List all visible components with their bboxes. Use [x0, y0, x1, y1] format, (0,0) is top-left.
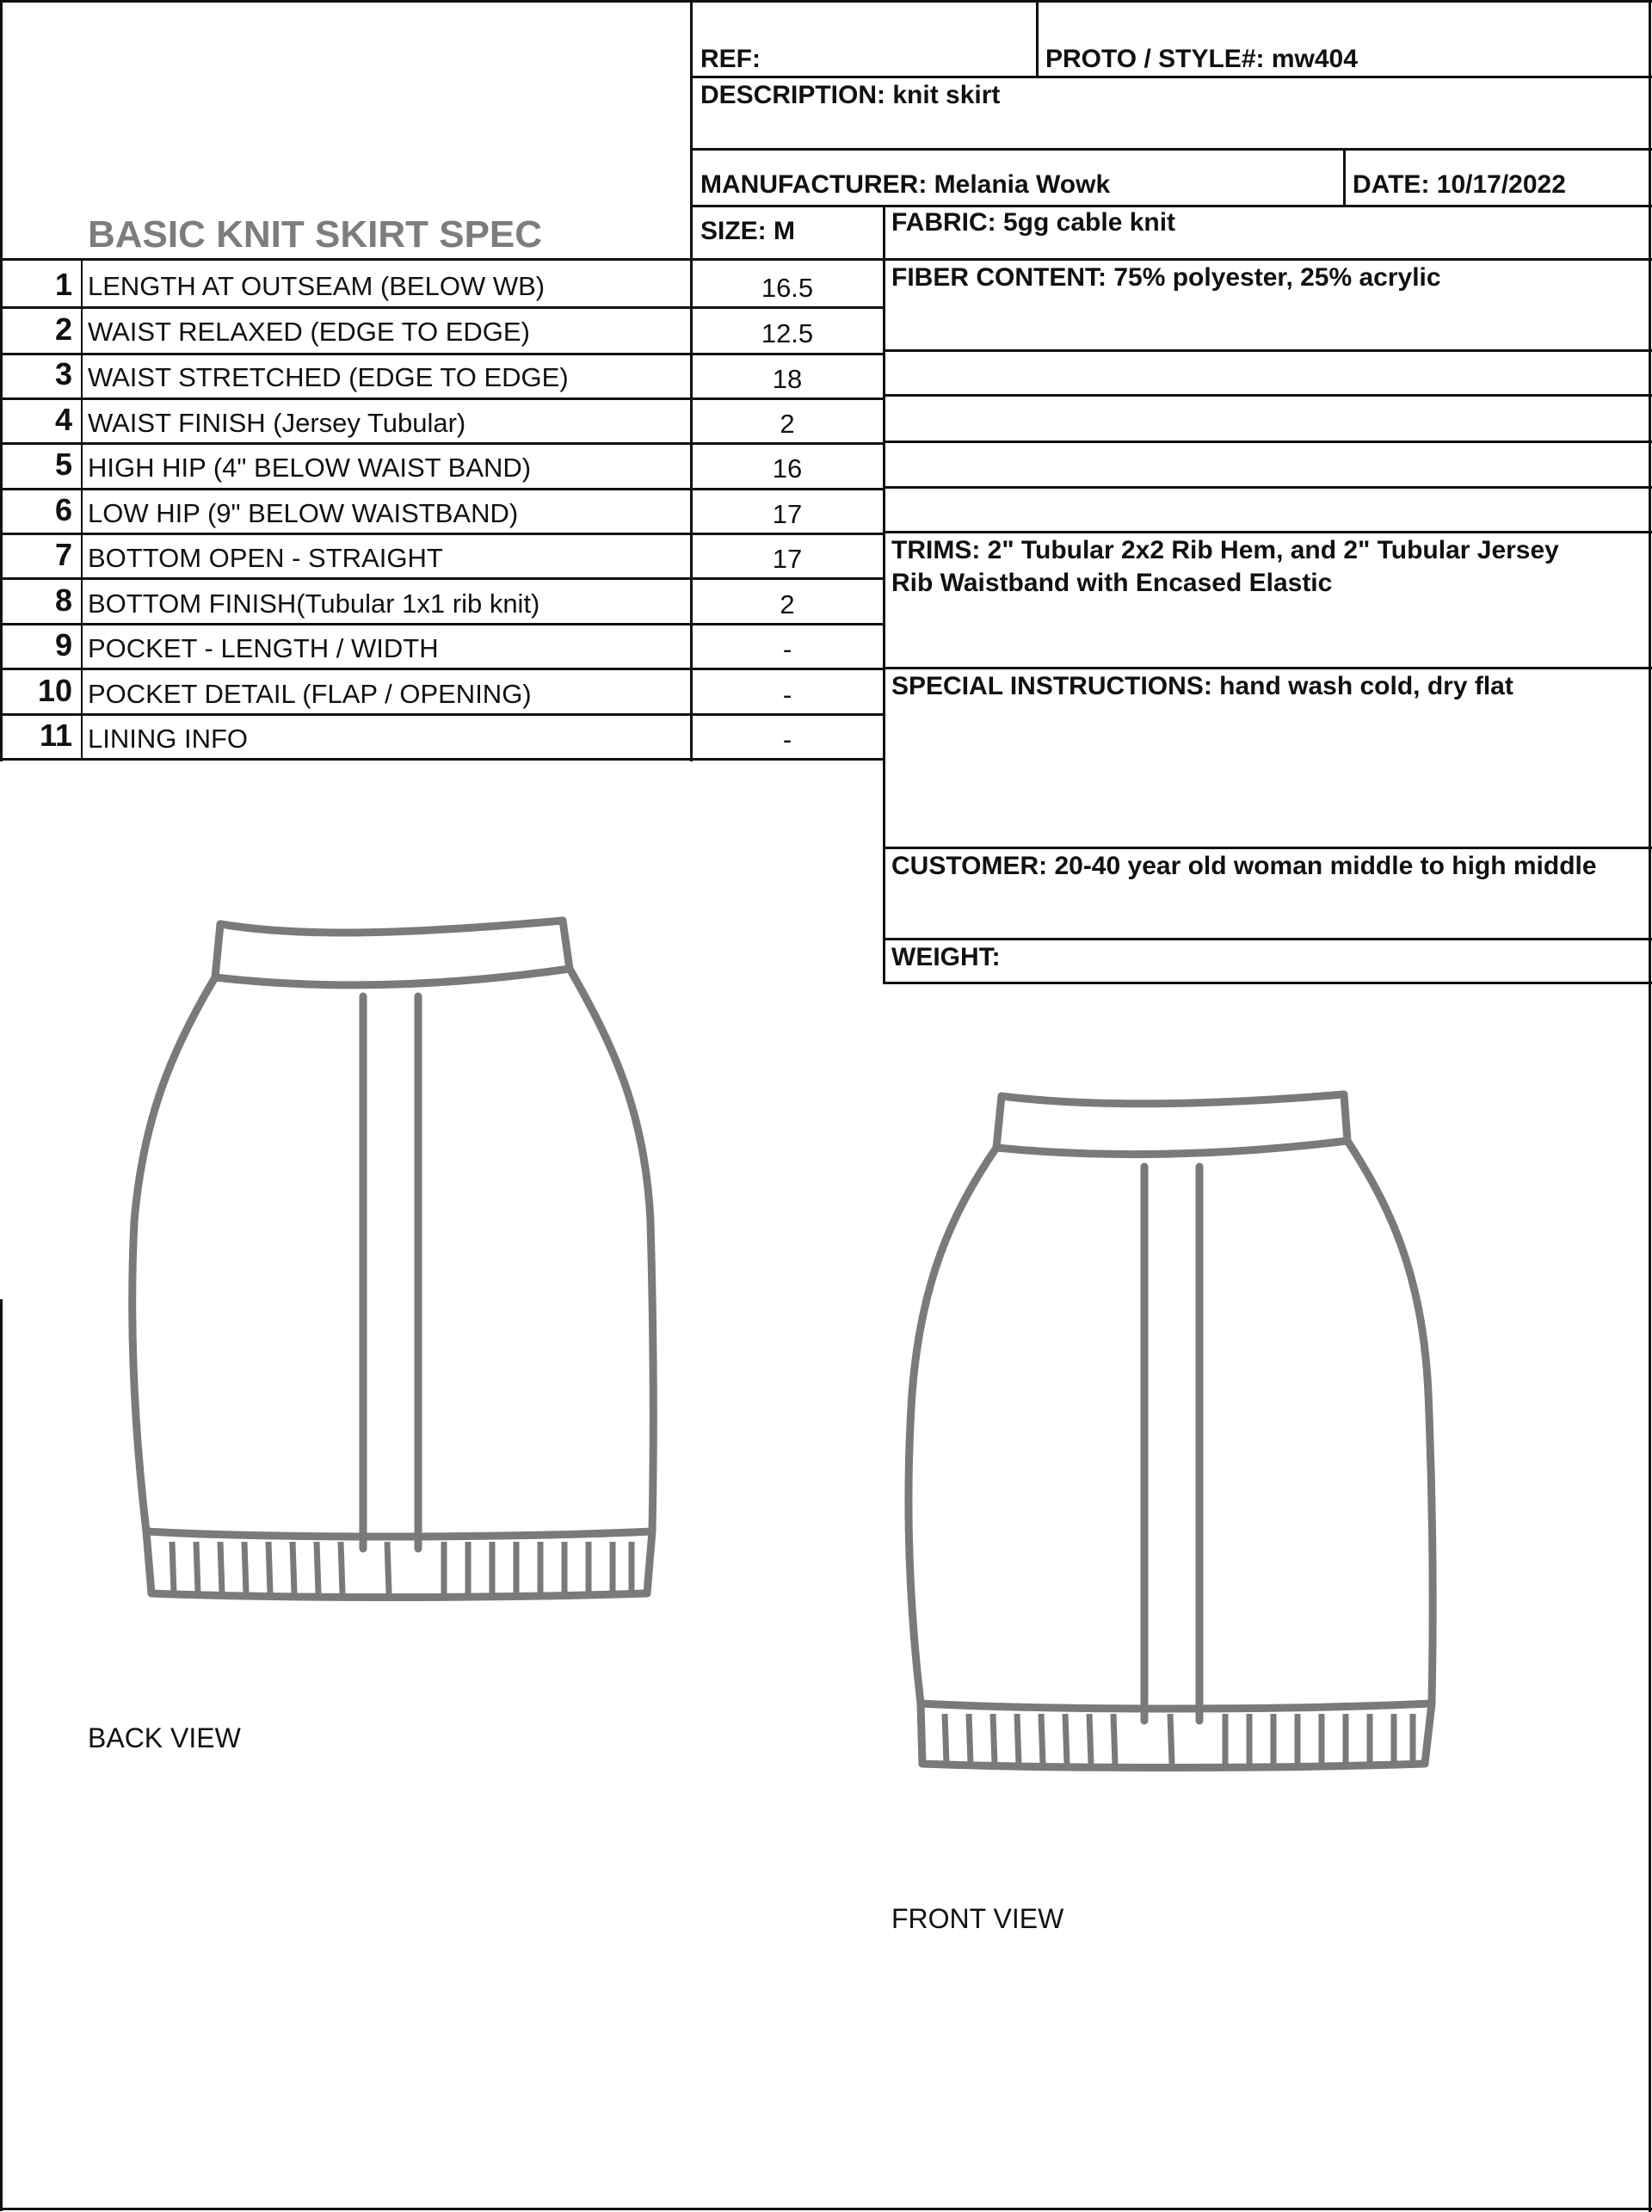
spec-rule-1	[0, 306, 885, 309]
spec-rule-7	[0, 577, 885, 580]
spec-col-num	[81, 260, 83, 759]
details-rule-fiber	[883, 349, 1652, 352]
header-rule-3	[690, 205, 1652, 207]
spec-row-value: 2	[780, 589, 795, 619]
spec-row-number: 6	[54, 492, 72, 527]
spec-row-label: WAIST RELAXED (EDGE TO EDGE)	[88, 317, 530, 347]
back-view-label: BACK VIEW	[88, 1722, 241, 1753]
spec-row-number: 10	[37, 673, 72, 708]
description: DESCRIPTION: knit skirt	[700, 81, 1001, 109]
header-divider-ref	[1036, 0, 1039, 77]
spec-row-value: 17	[772, 499, 803, 529]
fiber-content: FIBER CONTENT: 75% polyester, 25% acrylic	[891, 263, 1441, 292]
spec-rule-11	[0, 758, 885, 761]
header-divider-date	[1343, 148, 1346, 206]
spec-row-value: -	[782, 724, 792, 755]
spec-rule-9	[0, 668, 885, 670]
ref-label: REF:	[700, 45, 761, 73]
spec-col-value-right	[883, 205, 885, 984]
date: DATE: 10/17/2022	[1353, 170, 1566, 199]
spec-row-label: WAIST STRETCHED (EDGE TO EDGE)	[88, 362, 569, 392]
spec-row-value: 2	[780, 409, 795, 439]
spec-row-label: WAIST FINISH (Jersey Tubular)	[88, 408, 466, 438]
spec-row-label: POCKET - LENGTH / WIDTH	[88, 633, 439, 663]
spec-rule-2	[0, 353, 885, 355]
fabric: FABRIC: 5gg cable knit	[891, 208, 1176, 237]
spec-row-label: HIGH HIP (4" BELOW WAIST BAND)	[88, 453, 532, 483]
spec-row-label: BOTTOM OPEN - STRAIGHT	[88, 543, 443, 573]
spec-rule-10	[0, 713, 885, 716]
details-rule-customer	[883, 938, 1652, 940]
spec-row-number: 4	[54, 402, 72, 437]
spec-row-label: LINING INFO	[88, 724, 249, 754]
spec-rule-5	[0, 488, 885, 490]
front-view-label: FRONT VIEW	[891, 1903, 1064, 1934]
details-rule-fabric	[883, 258, 1652, 261]
front-view-drawing	[869, 1067, 1437, 1781]
spec-row-number: 2	[54, 311, 72, 347]
spec-row-number: 11	[39, 718, 72, 753]
spec-row-value: 16.5	[761, 273, 814, 303]
special-instructions: SPECIAL INSTRUCTIONS: hand wash cold, dry flat	[891, 672, 1513, 700]
spec-row-number: 5	[54, 447, 72, 482]
details-rule-special	[883, 847, 1652, 849]
spec-row-label: POCKET DETAIL (FLAP / OPENING)	[88, 679, 532, 709]
back-view-sketch	[95, 895, 663, 1635]
spec-row-label: LOW HIP (9" BELOW WAISTBAND)	[88, 498, 519, 528]
page-title: BASIC KNIT SKIRT SPEC	[88, 213, 543, 256]
spec-row-number: 3	[54, 356, 72, 391]
frame-right	[1649, 0, 1651, 2212]
spec-row-value: 16	[772, 453, 803, 484]
spec-row-value: 17	[772, 544, 803, 574]
spec-row-number: 8	[54, 582, 72, 618]
weight: WEIGHT:	[891, 943, 1001, 971]
details-rule-b	[883, 441, 1652, 443]
frame-bottom	[0, 2208, 1652, 2210]
trims-line-2: Rib Waistband with Encased Elastic	[891, 569, 1333, 597]
header-rule-1	[690, 76, 1652, 78]
spec-row-value: -	[782, 680, 792, 710]
details-rule-weight	[883, 982, 1652, 984]
spec-row-label: BOTTOM FINISH(Tubular 1x1 rib knit)	[88, 588, 540, 619]
manufacturer: MANUFACTURER: Melania Wowk	[700, 170, 1111, 199]
style-number: PROTO / STYLE#: mw404	[1045, 45, 1358, 73]
frame-top	[0, 0, 1652, 3]
spec-rule-3	[0, 397, 885, 400]
frame-left-upper	[0, 0, 3, 761]
spec-rule-0	[0, 258, 885, 261]
details-rule-d	[883, 531, 1652, 533]
spec-row-value: 18	[772, 364, 803, 394]
spec-row-label: LENGTH AT OUTSEAM (BELOW WB)	[88, 271, 546, 301]
spec-row-number: 7	[54, 537, 72, 572]
header-rule-2	[690, 148, 1652, 151]
frame-left-lower	[0, 1299, 3, 2211]
spec-row-value: 12.5	[761, 318, 814, 348]
details-rule-trims	[883, 667, 1652, 669]
spec-row-number: 1	[54, 267, 72, 302]
spec-rule-4	[0, 442, 885, 445]
customer: CUSTOMER: 20-40 year old woman middle to high middle	[891, 852, 1597, 880]
spec-row-value: -	[782, 634, 792, 664]
details-rule-c	[883, 486, 1652, 489]
spec-row-number: 9	[54, 627, 72, 662]
spec-rule-6	[0, 533, 885, 535]
details-rule-a	[883, 394, 1652, 397]
size-label: SIZE: M	[700, 217, 795, 245]
spec-rule-8	[0, 623, 885, 625]
trims-line-1: TRIMS: 2" Tubular 2x2 Rib Hem, and 2" Tubular Jersey	[891, 536, 1559, 564]
